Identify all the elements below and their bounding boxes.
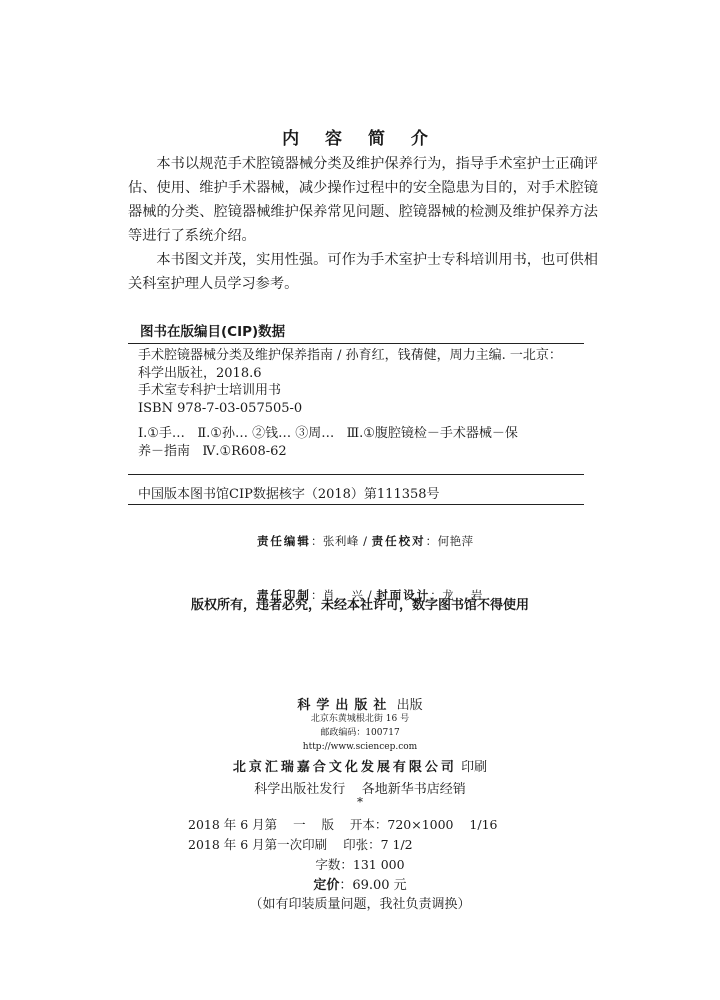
publisher-suffix: 出版: [396, 698, 423, 713]
rights-notice: 版权所有，违者必究，未经本社许可，数字图书馆不得使用: [190, 598, 529, 613]
printer-name: 北京汇瑞嘉合文化发展有限公司: [232, 760, 457, 775]
editor-label: 责任编辑: [256, 534, 311, 548]
cip-line: 手术腔镜器械分类及维护保养指南 / 孙育红，钱蒨健，周力主编. 一北京：: [138, 348, 562, 363]
publisher-url: http://www.sciencep.com: [302, 742, 418, 752]
quality-note: （如有印装质量问题，我社负责调换）: [249, 897, 471, 912]
price-label: 定价: [313, 878, 340, 893]
cover-design-value: ：龙 岩: [430, 588, 483, 602]
cip-number: 中国版本图书馆CIP数据核字（2018）第111358号: [138, 487, 440, 502]
edition-line: 2018 年 6 月第 一 版 开本：720×1000 1/16: [188, 817, 498, 832]
cover-design-label: 封面设计: [376, 588, 431, 602]
cip-bottom-rule: [128, 504, 584, 505]
print-manager-value: ：肖 兴 /: [310, 588, 377, 602]
publisher-postcode: 邮政编码：100717: [320, 728, 400, 738]
cip-heading: 图书在版编目(CIP)数据: [140, 324, 286, 340]
publisher-name: 科学出版社: [297, 698, 393, 713]
editor-value: ：张利峰 /: [310, 534, 372, 548]
printer-line: [0, 756, 720, 775]
cip-mid-rule: [128, 474, 584, 475]
distribution-line: 科学出版社发行 各地新华书店经销: [254, 782, 466, 797]
price-value: ：69.00 元: [339, 878, 407, 893]
cip-class-line: 养－指南 Ⅳ.①R608-62: [138, 443, 287, 459]
cip-line: 手术室专科护士培训用书: [138, 383, 282, 398]
print-manager-label: 责任印制: [256, 588, 311, 602]
intro-paragraph-2: 本书图文并茂，实用性强。可作为手术室护士专科培训用书，也可供相关科室护理人员学习参考。: [128, 252, 598, 292]
cip-record: [138, 347, 578, 460]
printing-line: 2018 年 6 月第一次印刷 印张：7 1/2: [188, 837, 413, 852]
intro-paragraph-1: 本书以规范手术腔镜器械分类及维护保养行为，指导手术室护士正确评估、使用、维护手术器械，减少操作过程中的安全隐患为目的，对手术腔镜器械的分类、腔镜器械维护保养常见问题、腔镜器械的检测及维护保养方法等进行了系统介绍。: [128, 156, 598, 244]
cip-class-line: Ⅰ.①手… Ⅱ.①孙… ②钱… ③周… Ⅲ.①腹腔镜检－手术器械－保: [138, 426, 518, 441]
cip-top-rule: [128, 343, 584, 344]
intro-section: [128, 152, 598, 296]
page-title: 内 容 简 介: [282, 129, 438, 149]
separator-star: *: [357, 795, 363, 809]
publisher-line: [0, 694, 720, 713]
word-count: 字数：131 000: [315, 857, 405, 872]
proofreader-value: ：何艳萍: [425, 534, 474, 548]
cip-line: 科学出版社，2018.6: [138, 365, 262, 381]
printer-suffix: 印刷: [461, 760, 488, 775]
proofreader-label: 责任校对: [371, 534, 426, 548]
price-line: [0, 874, 720, 893]
publisher-address: 北京东黄城根北街 16 号: [310, 714, 410, 724]
cip-line: ISBN 978-7-03-057505-0: [138, 400, 303, 416]
